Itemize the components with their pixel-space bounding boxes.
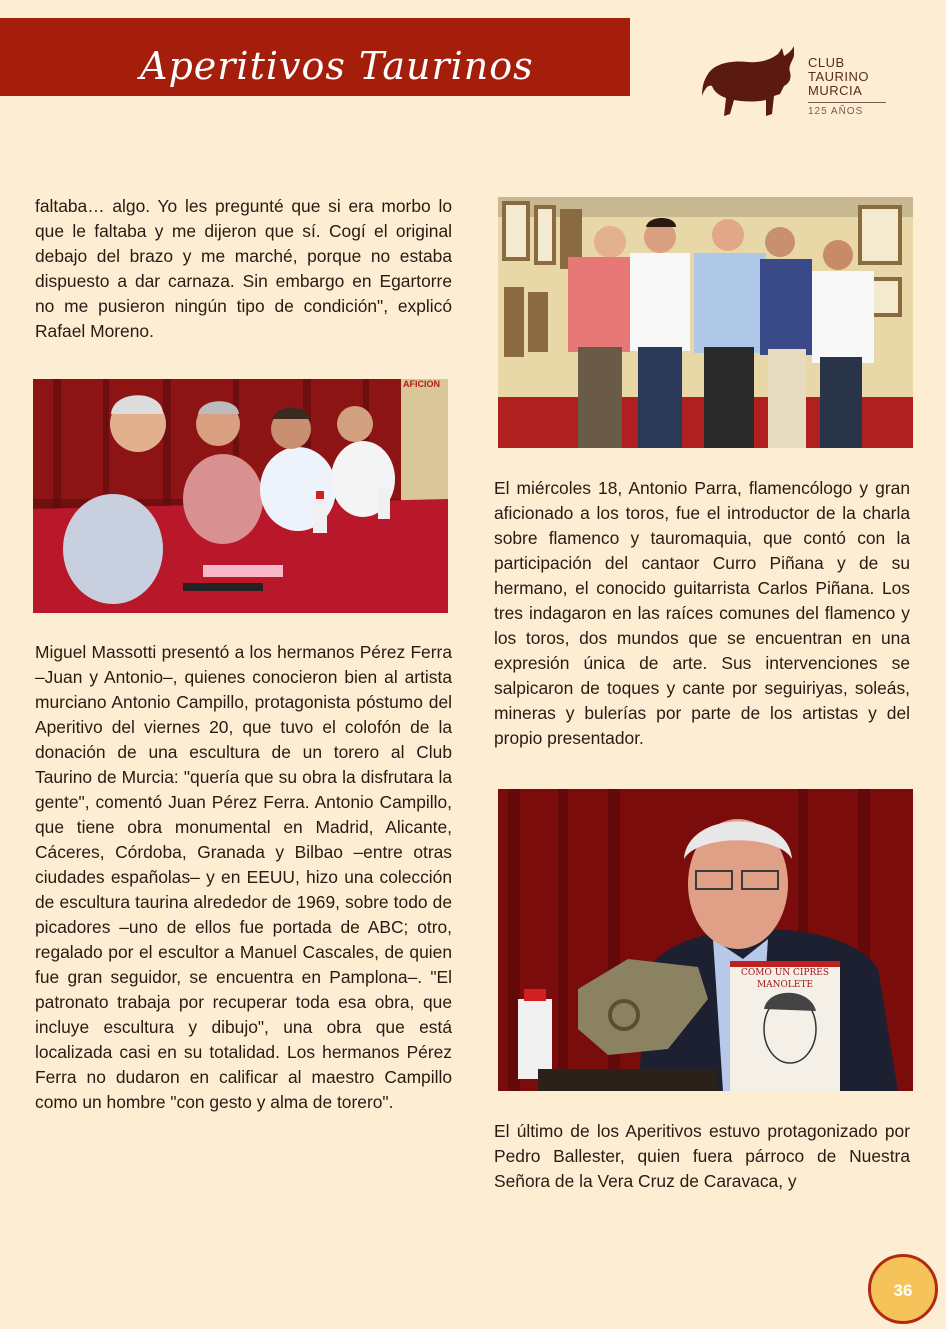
logo-years: 125 AÑOS [808, 106, 864, 117]
photo-speaker [498, 789, 913, 1091]
left-paragraph-2: Miguel Massotti presentó a los hermanos Pérez Ferra –Juan y Antonio–, quienes conocieron bien al artista murciano Antonio Campillo, protagonista póstumo del Aperitivo del viernes 20, que tuvo el colofón de la donación de una escultura de un torero al Club Taurino de Murcia: "quería que su obra la disfrutara la gente", comentó Juan Pérez Ferra. Antonio Campillo, que tiene obra monumental en Madrid, Alicante, Cáceres, Córdoba, Granada y Bilbao –entre otras ciudades españolas– y en EEUU, hizo una colección de escultura taurina alrededor de 1969, sobre todo de picadores –uno de ellos fue portada de ABC; otro, regalado por el escultor a Manuel Cascales, de quien fue gran seguidor, se encuentra en Pamplona–. "El patronato trabaja por recuperar toda esa obra, que incluye escultura y dibujo", una obra que está localizada casi en su totalidad. Los hermanos Pérez Ferra no dudaron en calificar al maestro Campillo como un hombre "con gesto y alma de torero". [35, 642, 452, 1112]
logo-line-3: MURCIA [808, 83, 863, 98]
logo-text [808, 56, 869, 98]
left-paragraph-1: faltaba… algo. Yo les pregunté que si era morbo lo que le faltaba y me dijeron que sí. Cogí el original debajo del brazo y me marché, porque no estaba dispuesto a dar carnaza. Sin embargo en Egartorre no me pusieron ningún tipo de condición", explicó Rafael Moreno. [35, 196, 452, 341]
logo-line-2: TAURINO [808, 69, 870, 84]
page-title: Aperitivos Taurinos [140, 44, 534, 88]
photo-sign: AFICION [403, 379, 440, 389]
header-banner [0, 18, 630, 96]
page-number-badge [868, 1254, 938, 1324]
club-logo [700, 44, 900, 124]
book-title-2: MANOLETE [756, 980, 814, 990]
logo-divider [808, 102, 886, 103]
photo-group [498, 197, 913, 448]
right-paragraph-2: El último de los Aperitivos estuvo protagonizado por Pedro Ballester, quien fuera párroco de Nuestra Señora de la Vera Cruz de Caravaca, y [494, 1121, 910, 1191]
page-number: 36 [893, 1281, 913, 1300]
photo-panel-table [33, 379, 448, 613]
right-paragraph-1: El miércoles 18, Antonio Parra, flamencólogo y gran aficionado a los toros, fue el introductor de la charla sobre flamenco y tauromaquia, que contó con la participación del cantaor Curro Piñana y de su hermano, el conocido guitarrista Carlos Piñana. Los tres indagaron en las raíces comunes del flamenco y los toros, dos mundos que se encuentran en una expresión única de arte. Sus intervenciones se salpicaron de toques y cante por seguiriyas, soleás, mineras y bulerías por parte de los artistas y del propio presentador. [494, 478, 910, 748]
book-title-1: COMO UN CIPRÉS [740, 968, 830, 978]
logo-line-1: CLUB [808, 55, 845, 70]
bull-silhouette-icon [700, 44, 800, 124]
